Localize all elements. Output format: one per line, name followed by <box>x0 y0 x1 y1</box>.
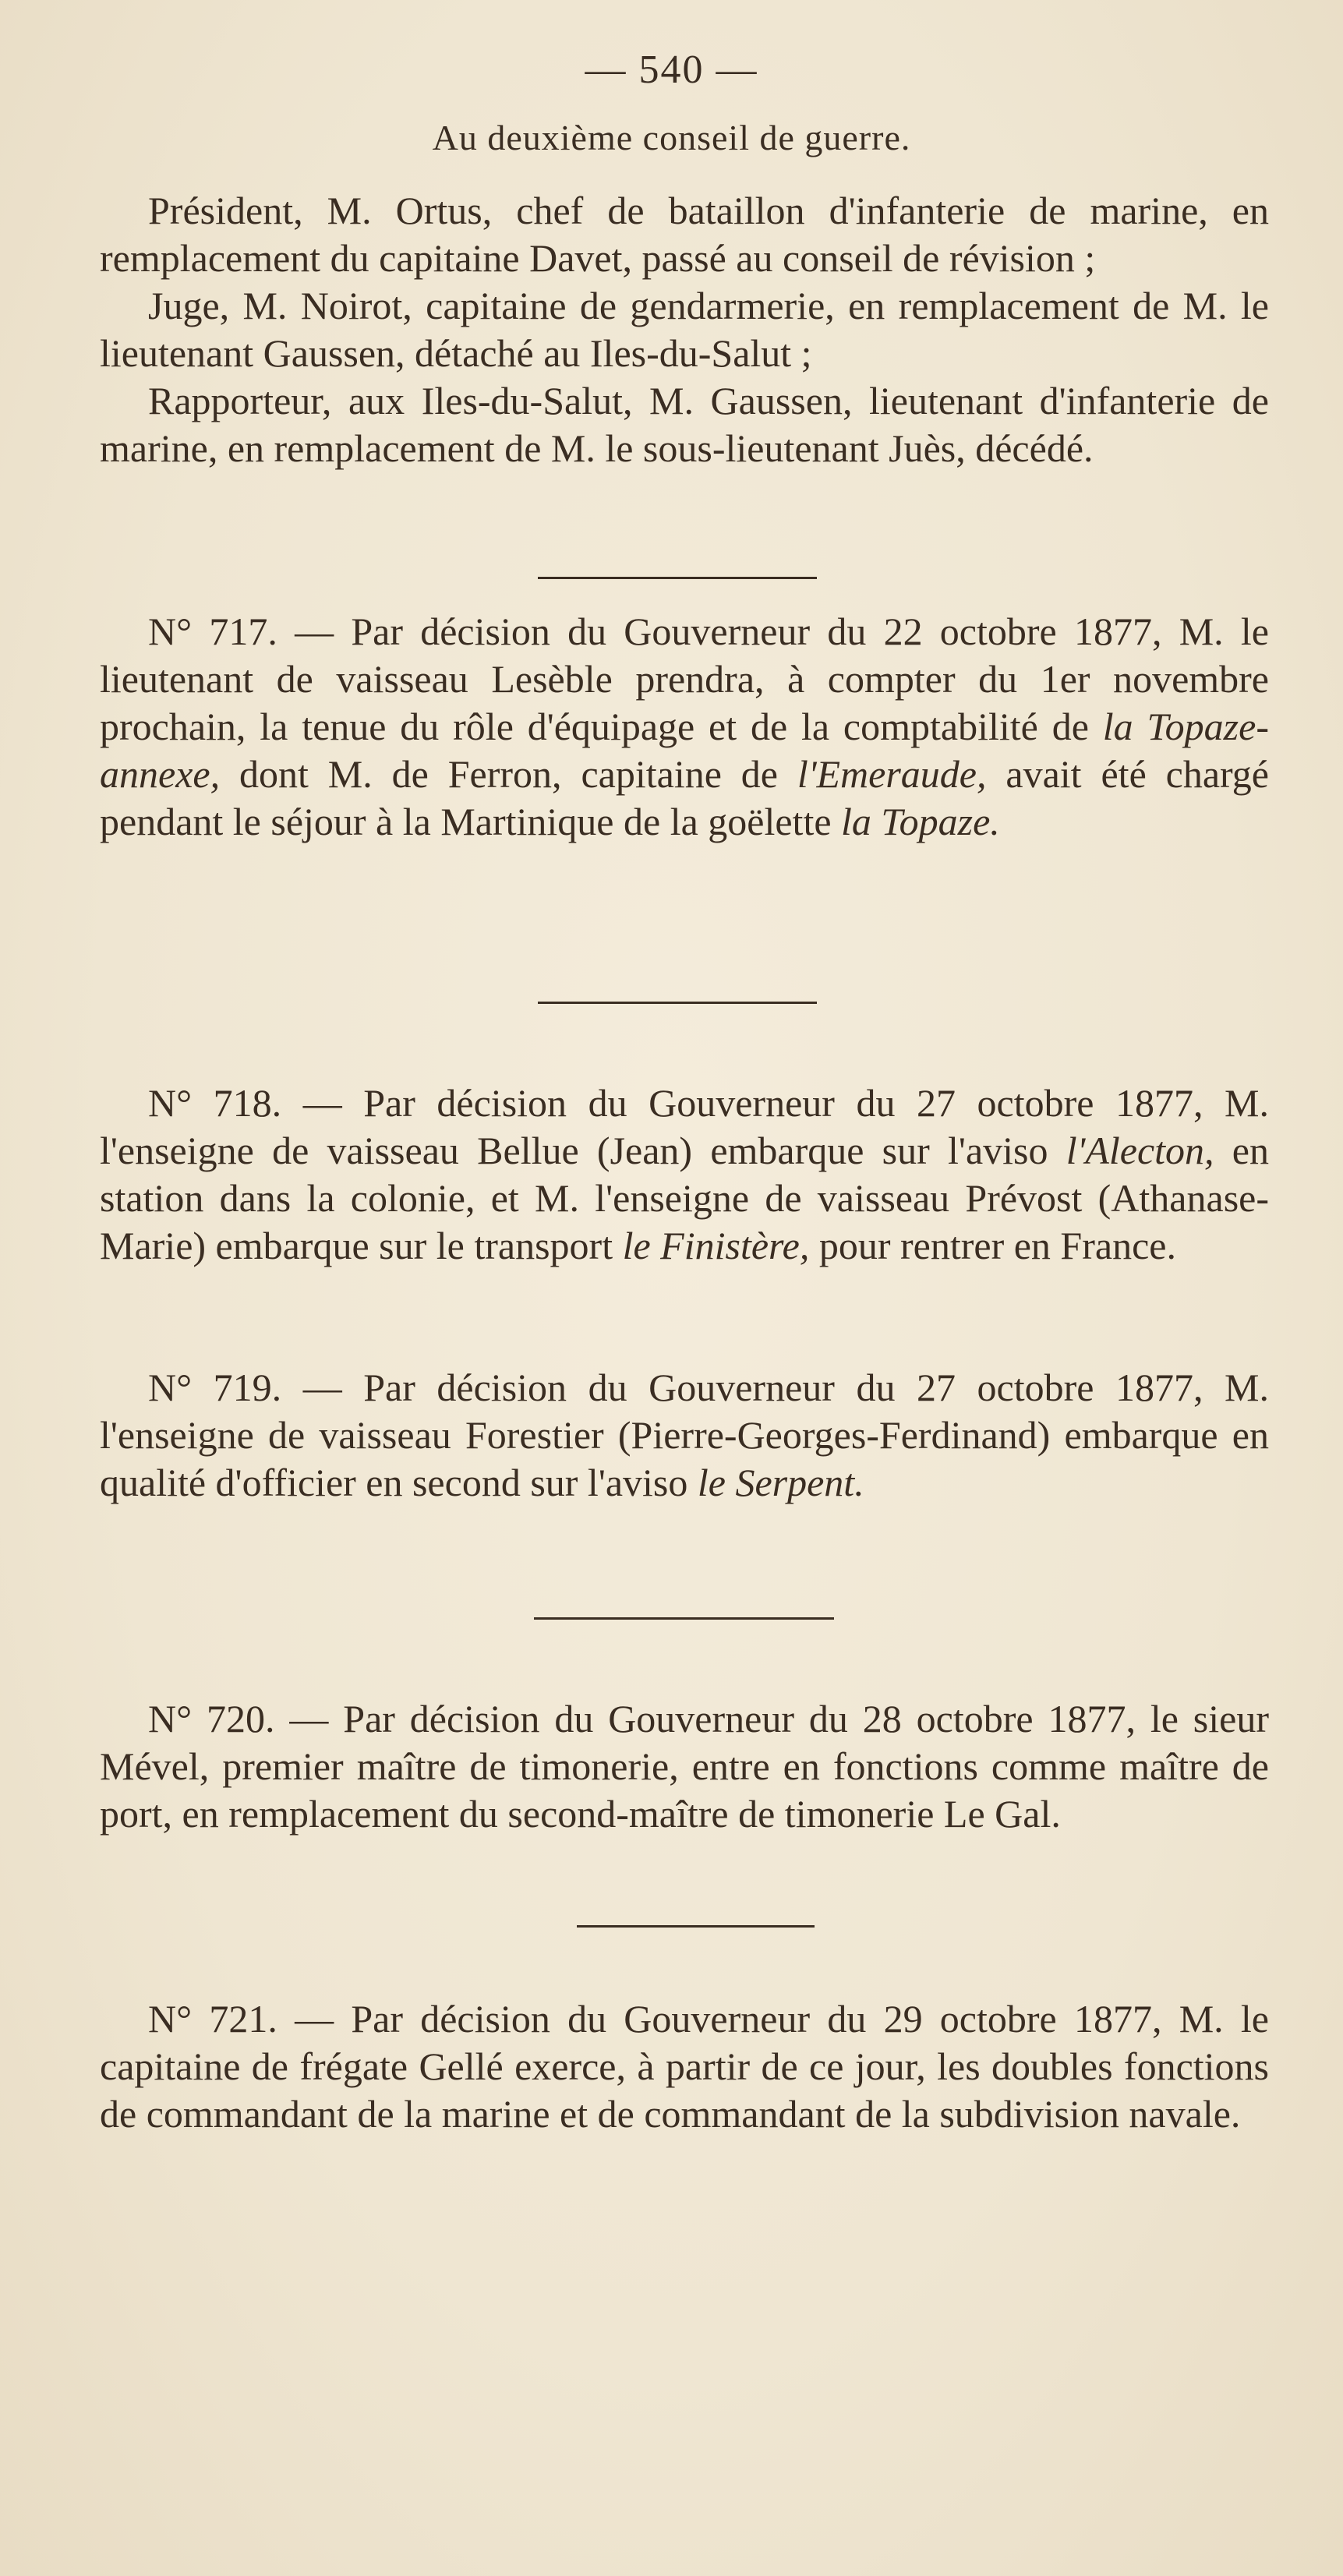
decision-text: — Par décision du Gouverneur du 27 octobre 1877, M. l'enseigne de vaisseau Bellue (Jean) embarque sur l'aviso <box>100 1081 1269 1172</box>
council-block <box>100 187 1269 472</box>
separator-rule <box>538 1002 817 1004</box>
decision-number: N° 719. <box>148 1366 282 1409</box>
decision-text: dont M. de Ferron, capitaine de <box>220 752 797 796</box>
decision-721 <box>100 1995 1269 2138</box>
decision-paragraph <box>100 608 1269 846</box>
decision-paragraph <box>100 1080 1269 1270</box>
reporter-paragraph: Rapporteur, aux Iles-du-Salut, M. Gaussen, lieutenant d'infanterie de marine, en remplacement de M. le sous-lieutenant Juès, décédé. <box>100 379 1269 470</box>
decision-number: N° 720. <box>148 1697 275 1740</box>
decision-text: — Par décision du Gouverneur du 27 octobre 1877, M. l'enseigne de vaisseau Forestier (Pierre-Georges-Ferdinand) embarque en qualité d'officier en second sur l'aviso <box>100 1366 1269 1504</box>
decision-718 <box>100 1080 1269 1270</box>
decision-text: — Par décision du Gouverneur du 28 octobre 1877, le sieur Mével, premier maître de timonerie, entre en fonctions comme maître de port, en remplacement du second-maître de timonerie Le Gal. <box>100 1697 1269 1836</box>
decision-number: N° 717. <box>148 610 277 653</box>
separator-rule <box>534 1617 834 1620</box>
decision-number: N° 721. <box>148 1997 277 2041</box>
decision-720 <box>100 1695 1269 1838</box>
separator-rule <box>538 577 817 579</box>
judge-paragraph: Juge, M. Noirot, capitaine de gendarmerie, en remplacement de M. le lieutenant Gaussen, détaché au Iles-du-Salut ; <box>100 284 1269 375</box>
decision-text: en station dans la colonie, et M. l'enseigne de vaisseau Prévost (Athanase-Marie) embarque sur le transport <box>100 1129 1269 1267</box>
decision-717 <box>100 608 1269 846</box>
ship-name: la Topaze. <box>841 800 1000 843</box>
decision-paragraph <box>100 1695 1269 1838</box>
decision-paragraph <box>100 1995 1269 2138</box>
decision-text: — Par décision du Gouverneur du 29 octobre 1877, M. le capitaine de frégate Gellé exerce, à partir de ce jour, les doubles fonctions de commandant de la marine et de commandant de la subdivision navale. <box>100 1997 1269 2136</box>
ship-name: la Topaze-annexe, <box>100 705 1269 796</box>
decision-paragraph <box>100 1364 1269 1507</box>
separator-rule <box>577 1925 815 1928</box>
ship-name: le Serpent. <box>697 1461 864 1504</box>
decision-text: — Par décision du Gouverneur du 22 octobre 1877, M. le lieutenant de vaisseau Lesèble prendra, à compter du 1er novembre prochain, la tenue du rôle d'équipage et de la comptabilité de <box>100 610 1269 748</box>
decision-719 <box>100 1364 1269 1507</box>
president-paragraph: Président, M. Ortus, chef de bataillon d'infanterie de marine, en remplacement du capitaine Davet, passé au conseil de révision ; <box>100 189 1269 280</box>
decision-text: pour rentrer en France. <box>809 1224 1176 1267</box>
decision-text: avait été chargé pendant le séjour à la Martinique de la goëlette <box>100 752 1269 843</box>
ship-name: le Finistère, <box>622 1224 810 1267</box>
decision-number: N° 718. <box>148 1081 282 1125</box>
page-number: — 540 — <box>585 48 758 92</box>
ship-name: l'Emeraude, <box>797 752 987 796</box>
section-heading: Au deuxième conseil de guerre. <box>432 118 911 157</box>
ship-name: l'Alecton, <box>1066 1129 1214 1172</box>
